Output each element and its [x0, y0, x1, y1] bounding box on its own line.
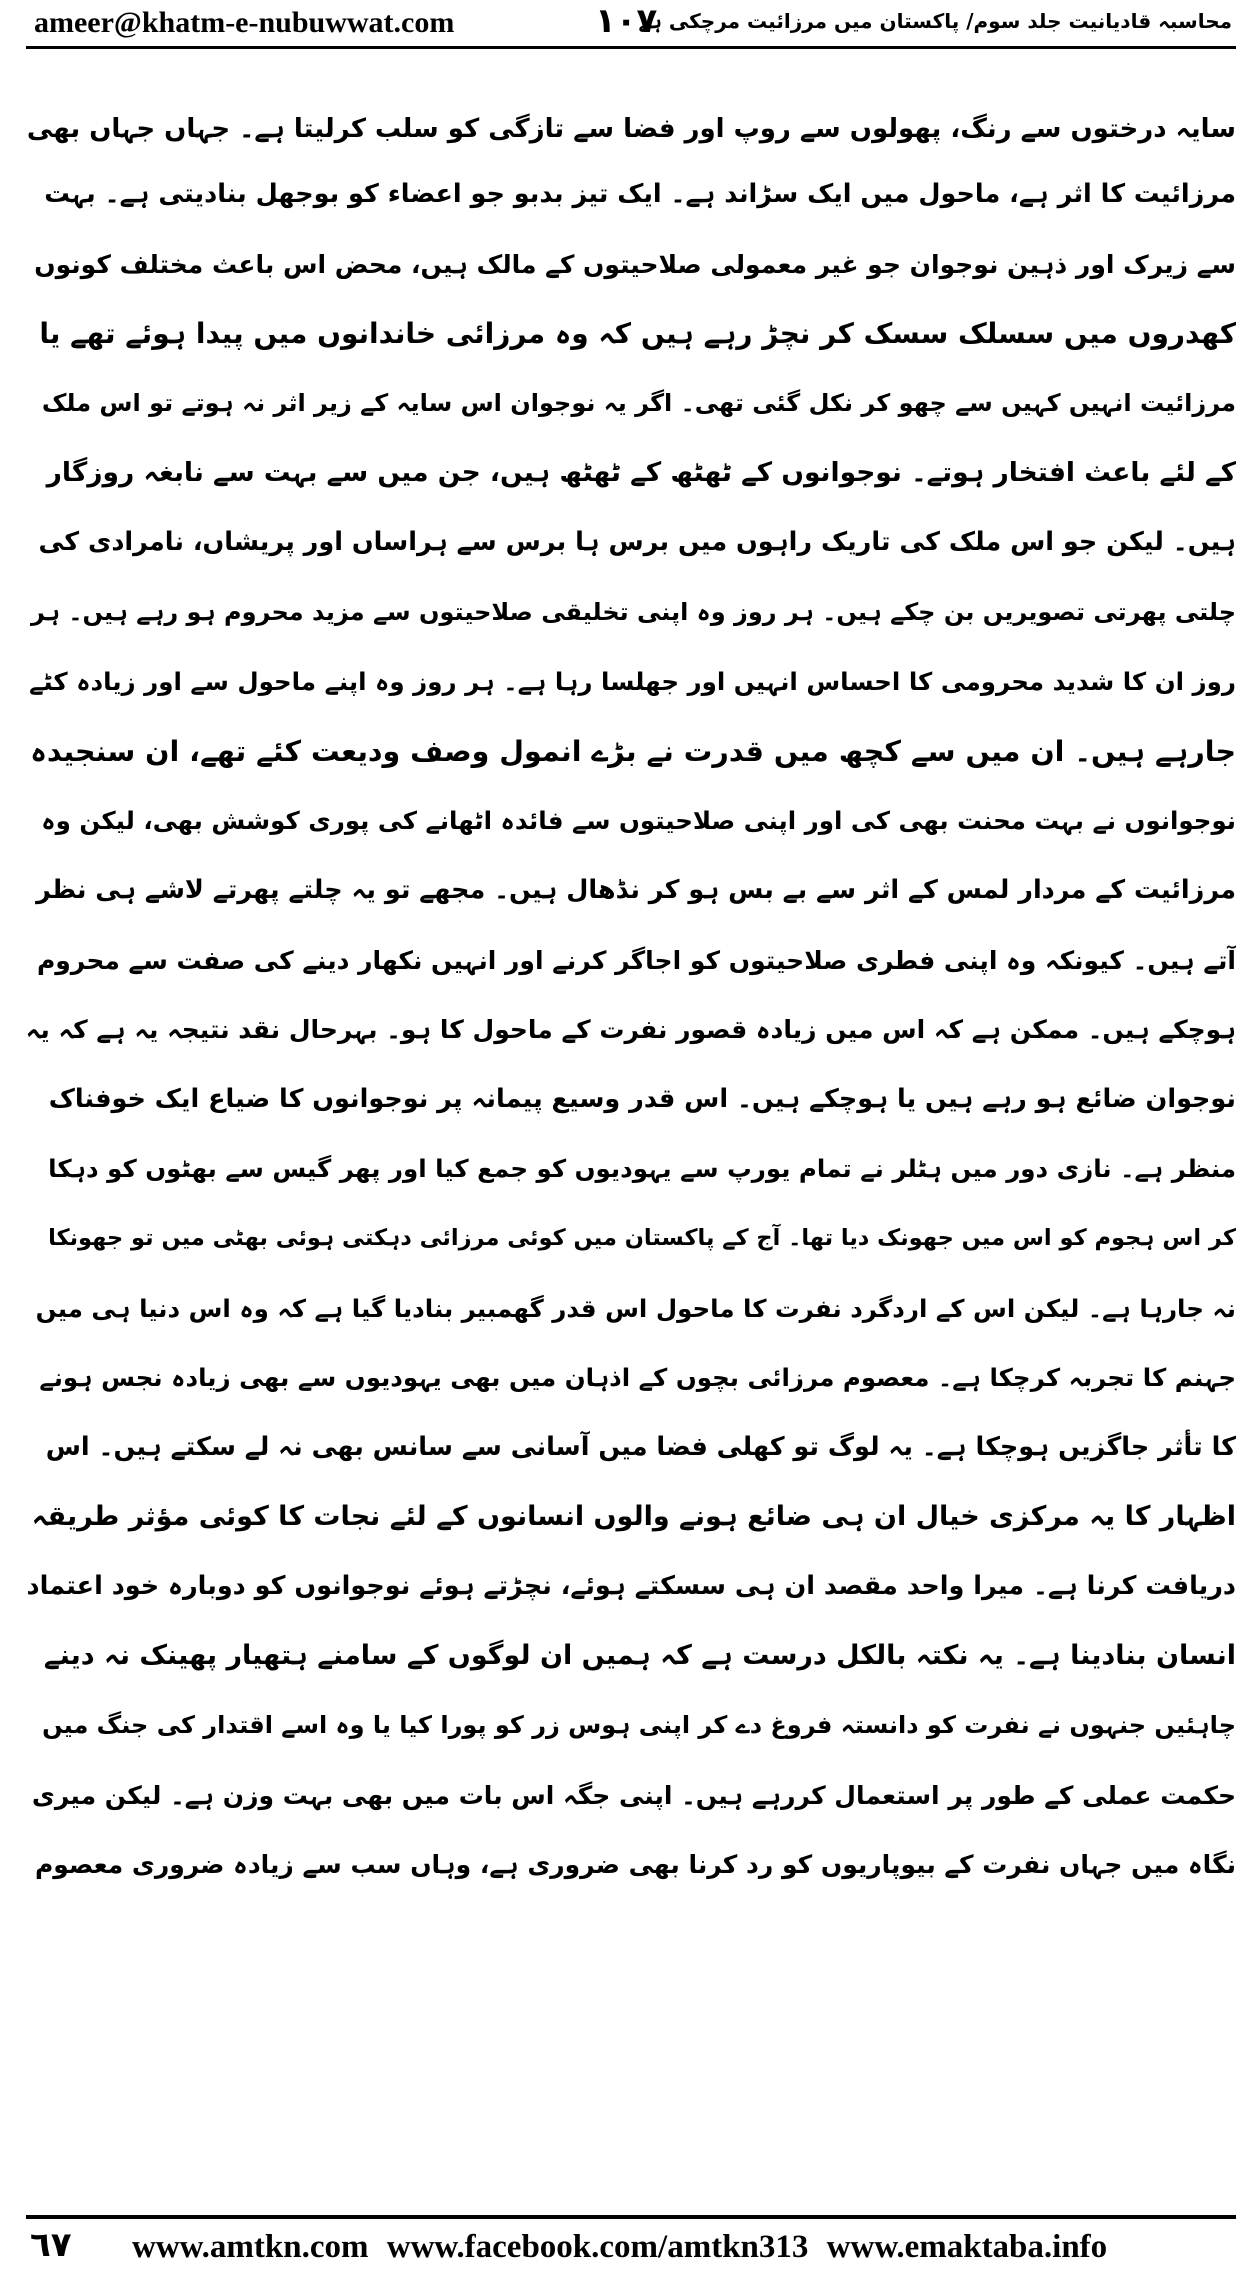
text-line: انسان بنادینا ہے۔ یہ نکتہ بالکل درست ہے کہ ہمیں ان لوگوں کے سامنے ہتھیار پھینک نہ دینے: [43, 1640, 1236, 1672]
header-divider: [26, 46, 1236, 49]
text-line: منظر ہے۔ نازی دور میں ہٹلر نے تمام یورپ سے یہودیوں کو جمع کیا اور پھر گیس سے بھٹوں کو دہکا: [48, 1154, 1236, 1184]
text-line: مرزائیت کے مردار لمس کے اثر سے بے بس ہو کر نڈھال ہیں۔ مجھے تو یہ چلتے پھرتے لاشے ہی نظر: [36, 874, 1236, 905]
text-line: سایہ درختوں سے رنگ، پھولوں سے روپ اور فضا سے تازگی کو سلب کرلیتا ہے۔ جہاں جہاں بھی: [26, 114, 1236, 144]
footer-link-emaktaba[interactable]: www.emaktaba.info: [826, 2229, 1108, 2265]
text-line: ہیں۔ لیکن جو اس ملک کی تاریک راہوں میں برس ہا برس سے ہراساں اور پریشاں، نامرادی کی: [38, 526, 1236, 557]
text-line: کے لئے باعث افتخار ہوتے۔ نوجوانوں کے ٹھٹھ کے ٹھٹھ ہیں، جن میں سے بہت سے نابغہ روزگار: [46, 457, 1236, 489]
footer-page-number: ٦٧: [30, 2225, 72, 2265]
text-line: دریافت کرنا ہے۔ میرا واحد مقصد ان ہی سسکتے ہوئے، نچڑتے ہوئے نوجوانوں کو دوبارہ خود اعتماد: [26, 1570, 1236, 1601]
text-line: مرزائیت انہیں کہیں سے چھو کر نکل گئی تھی۔ اگر یہ نوجوان اس سایہ کے زیر اثر نہ ہوتے تو اس ملک: [41, 388, 1236, 417]
text-line: نگاہ میں جہاں نفرت کے بیوپاریوں کو رد کرنا بھی ضروری ہے، وہاں سب سے زیادہ ضروری معصوم: [34, 1850, 1236, 1880]
text-line: کا تأثر جاگزیں ہوچکا ہے۔ یہ لوگ تو کھلی فضا میں آسانی سے سانس بھی نہ لے سکتے ہیں۔ اس: [45, 1431, 1236, 1462]
text-line: سے زیرک اور ذہین نوجوان جو غیر معمولی صلاحیتوں کے مالک ہیں، محض اس باعث مختلف کونوں: [34, 249, 1236, 279]
text-line: آتے ہیں۔ کیونکہ وہ اپنی فطری صلاحیتوں کو اجاگر کرنے اور انہیں نکھار دینے کی صفت سے محروم: [36, 945, 1236, 975]
text-line: جہنم کا تجربہ کرچکا ہے۔ معصوم مرزائی بچوں کے اذہان میں بھی یہودیوں سے بھی زیادہ نجس ہونے: [39, 1363, 1236, 1393]
header-page-number: ١٠٧: [595, 1, 658, 41]
footer-link-amtkn[interactable]: www.amtkn.com: [132, 2229, 369, 2265]
text-line: حکمت عملی کے طور پر استعمال کررہے ہیں۔ اپنی جگہ اس بات میں بھی بہت وزن ہے۔ لیکن میری: [31, 1780, 1236, 1810]
body-text: [26, 98, 1236, 2148]
text-line: کھدروں میں سسلک سسک کر نچڑ رہے ہیں کہ وہ مرزائی خاندانوں میں پیدا ہوئے تھے یا: [39, 317, 1236, 351]
header-book-title: محاسبہ قادیانیت جلد سوم/ پاکستان میں مرزائیت مرچکی ہے: [638, 9, 1232, 33]
text-line: ہوچکے ہیں۔ ممکن ہے کہ اس میں زیادہ قصور نفرت کے ماحول کا ہو۔ بہرحال نقد نتیجہ یہ ہے کہ یہ: [26, 1015, 1236, 1045]
footer-link-facebook[interactable]: www.facebook.com/amtkn313: [386, 2229, 809, 2265]
text-line: کر اس ہجوم کو اس میں جھونک دیا تھا۔ آج کے پاکستان میں کوئی مرزائی دہکتی ہوئی بھٹی میں تو جھونکا: [48, 1224, 1236, 1251]
text-line: نہ جارہا ہے۔ لیکن اس کے اردگرد نفرت کا ماحول اس قدر گھمبیر بنادیا گیا ہے کہ وہ اس دنیا ہی میں: [35, 1293, 1236, 1323]
text-line: اظہار کا یہ مرکزی خیال ان ہی ضائع ہونے والوں انسانوں کے لئے نجات کا کوئی مؤثر طریقہ: [31, 1501, 1236, 1533]
footer-links: [132, 2227, 1117, 2267]
text-line: نوجوان ضائع ہو رہے ہیں یا ہوچکے ہیں۔ اس قدر وسیع پیمانہ پر نوجوانوں کا ضیاع ایک خوفناک: [48, 1083, 1236, 1114]
text-line: روز ان کا شدید محرومی کا احساس انہیں اور جھلسا رہا ہے۔ ہر روز وہ اپنے ماحول سے اور زیادہ کٹے: [29, 667, 1236, 697]
text-line: جارہے ہیں۔ ان میں سے کچھ میں قدرت نے بڑے انمول وصف ودیعت کئے تھے، ان سنجیدہ: [30, 734, 1236, 768]
page-header: [0, 0, 1258, 46]
text-line: چلتی پھرتی تصویریں بن چکے ہیں۔ ہر روز وہ اپنی تخلیقی صلاحیتوں سے مزید محروم ہو رہے ہیں۔ ہر: [31, 597, 1236, 626]
text-line: چاہئیں جنہوں نے نفرت کو دانستہ فروغ دے کر اپنی ہوس زر کو پورا کیا یا وہ اسے اقتدار کی جنگ میں: [42, 1711, 1236, 1740]
text-line: نوجوانوں نے بہت محنت بھی کی اور اپنی صلاحیتوں سے فائدہ اٹھانے کی پوری کوشش بھی، لیکن وہ: [41, 806, 1236, 836]
page-footer: [26, 2215, 1236, 2275]
header-email: ameer@khatm-e-nubuwwat.com: [34, 6, 455, 39]
text-line: مرزائیت کا اثر ہے، ماحول میں ایک سڑاند ہے۔ ایک تیز بدبو جو اعضاء کو بوجھل بنادیتی ہے۔ بہت: [44, 179, 1236, 209]
